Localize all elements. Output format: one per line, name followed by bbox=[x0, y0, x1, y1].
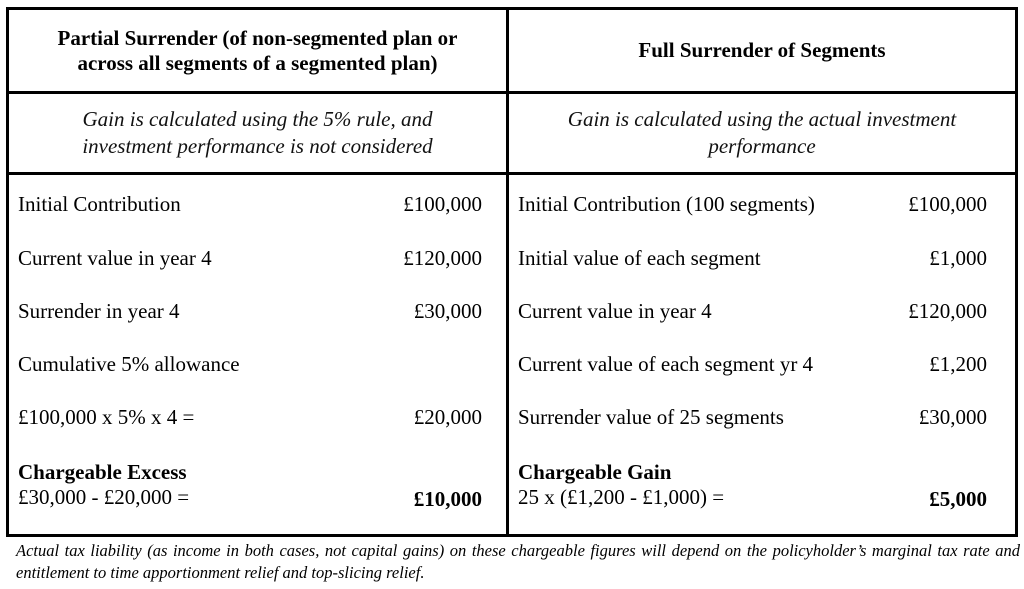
row-value: £120,000 bbox=[403, 246, 482, 270]
row-value: £30,000 bbox=[918, 405, 987, 429]
row-value: £1,000 bbox=[929, 246, 987, 270]
row-label: Cumulative 5% allowance bbox=[18, 352, 240, 376]
subheader-divider bbox=[9, 172, 1015, 175]
left-column-subheader: Gain is calculated using the 5% rule, and investment performance is not considered bbox=[82, 107, 433, 158]
row-value: £100,000 bbox=[908, 192, 987, 216]
row-value: £100,000 bbox=[403, 192, 482, 216]
result-value: £5,000 bbox=[929, 487, 987, 511]
row-label: Current value in year 4 bbox=[518, 299, 712, 323]
result-title: Chargeable Excess bbox=[18, 460, 187, 484]
row-value: £1,200 bbox=[929, 352, 987, 376]
result-row bbox=[509, 459, 1015, 513]
right-column-subheader: Gain is calculated using the actual investment performance bbox=[567, 107, 957, 158]
row-label: Initial Contribution (100 segments) bbox=[518, 192, 815, 216]
result-formula: £30,000 - £20,000 = bbox=[18, 485, 190, 509]
comparison-table bbox=[6, 7, 1018, 537]
row-value: £20,000 bbox=[413, 405, 482, 429]
result-formula: 25 x (£1,200 - £1,000) = bbox=[518, 485, 725, 509]
footnote: Actual tax liability (as income in both cases, not capital gains) on these chargeable figures will depend on the policyholder’s marginal tax rate and entitlement to time apportionment relief and top-slicing relief. bbox=[16, 541, 1020, 582]
row-label: Initial value of each segment bbox=[518, 246, 761, 270]
row-label: Current value of each segment yr 4 bbox=[518, 352, 814, 376]
row-value: £30,000 bbox=[413, 299, 482, 323]
row-label: Initial Contribution bbox=[18, 192, 181, 216]
right-column-header: Full Surrender of Segments bbox=[638, 38, 886, 62]
row-label: Surrender value of 25 segments bbox=[518, 405, 784, 429]
left-column-header: Partial Surrender (of non-segmented plan or across all segments of a segmented plan) bbox=[57, 25, 458, 75]
row-label: £100,000 x 5% x 4 = bbox=[18, 405, 195, 429]
row-label: Surrender in year 4 bbox=[18, 299, 180, 323]
row-label: Current value in year 4 bbox=[18, 246, 212, 270]
row-value: £120,000 bbox=[908, 299, 987, 323]
result-title: Chargeable Gain bbox=[518, 460, 672, 484]
result-row bbox=[9, 459, 506, 513]
result-value: £10,000 bbox=[413, 487, 482, 511]
